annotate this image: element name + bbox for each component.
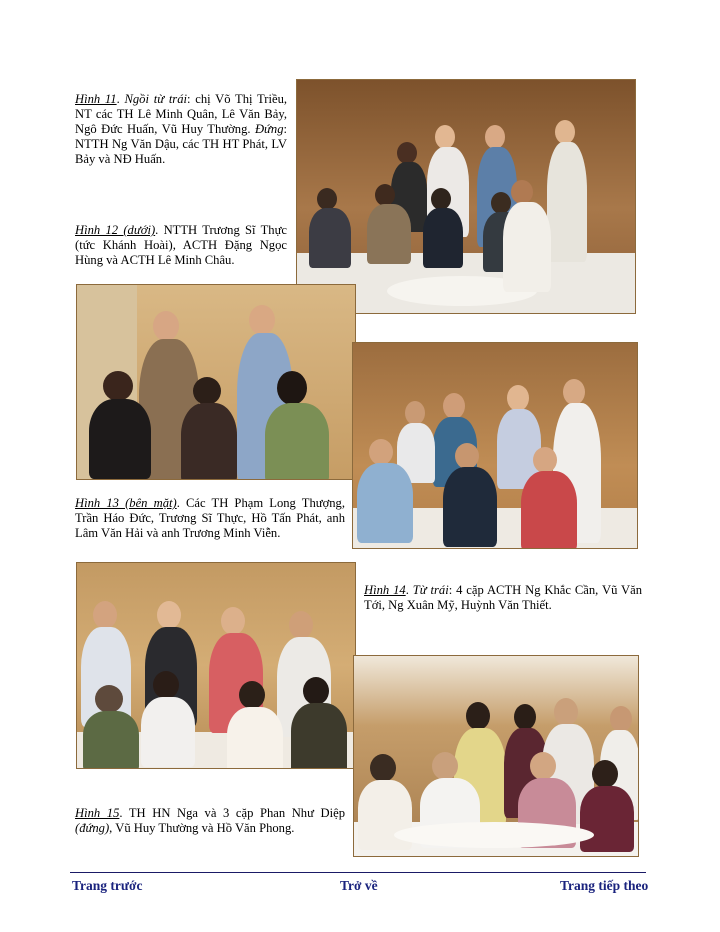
photo-figure-12 <box>76 284 356 480</box>
caption-fig12 <box>75 223 287 268</box>
caption-fig12-text: . NTTH Trương Sĩ Thực (tức Khánh Hoài), ACTH Đặng Ngọc Hùng và ACTH Lê Minh Châu. <box>75 223 287 267</box>
back-link[interactable]: Trở về <box>340 878 378 893</box>
caption-fig12-lead: Hình 12 (dưới) <box>75 223 156 237</box>
photo-figure-14 <box>76 562 356 769</box>
caption-fig11-standing-text: : NTTH Ng Văn Dậu, các TH HT Phát, LV Bảy và NĐ Huấn. <box>75 122 287 166</box>
caption-fig13 <box>75 496 345 541</box>
caption-fig11-label-seated: Ngồi từ trái <box>124 92 188 106</box>
photo-figure-13 <box>352 342 638 549</box>
caption-fig11-seated-text: : chị Võ Thị Triều, NT các TH Lê Minh Quân, Lê Văn Bảy, Ngô Đức Huấn, Vũ Huy Thường. <box>75 92 288 136</box>
caption-fig15-label: (đứng) <box>75 821 110 835</box>
caption-fig15-text1: . TH HN Nga và 3 cặp Phan Như Diệp <box>119 806 345 820</box>
caption-fig15 <box>75 806 345 836</box>
footer-divider <box>70 872 646 873</box>
prev-page-link[interactable]: Trang trước <box>72 878 143 893</box>
caption-fig14-lead: Hình 14 <box>364 583 406 597</box>
caption-fig11: Hình 11. Ngồi từ trái: chị Võ Thị Triều, NT các TH Lê Minh Quân, Lê Văn Bảy, Ngô Đức Huấn, Vũ Huy Thường. Đứng: NTTH Ng Văn Dậu, các TH HT Phát, LV Bảy và NĐ Huấn. <box>75 92 288 166</box>
photo-figure-15 <box>353 655 639 857</box>
caption-fig14-label: Từ trái <box>412 583 449 597</box>
caption-fig11-lead: Hình 11 <box>75 92 117 106</box>
caption-fig15-lead: Hình 15 <box>75 806 120 820</box>
caption-fig13-text: . Các TH Phạm Long Thượng, Trần Háo Đức, Trương Sĩ Thực, Hồ Tấn Phát, anh Lâm Văn Hải và anh Trương Minh Viễn. <box>75 496 345 540</box>
next-page-link[interactable]: Trang tiếp theo <box>560 878 649 893</box>
caption-fig15-text2: , Vũ Huy Thường và Hồ Văn Phong. <box>109 821 295 835</box>
photo-figure-11 <box>296 79 636 314</box>
caption-fig13-lead: Hình 13 (bên mặt) <box>75 496 177 510</box>
caption-fig11-label-standing: Đứng <box>254 122 284 136</box>
caption-fig14: Hình 14. Từ trái: 4 cặp ACTH Ng Khắc Cần, Vũ Văn Tới, Ng Xuân Mỹ, Huỳnh Văn Thiết. <box>364 583 643 612</box>
caption-fig14-text: : 4 cặp ACTH Ng Khắc Cần, Vũ Văn Tới, Ng Xuân Mỹ, Huỳnh Văn Thiết. <box>364 583 643 612</box>
